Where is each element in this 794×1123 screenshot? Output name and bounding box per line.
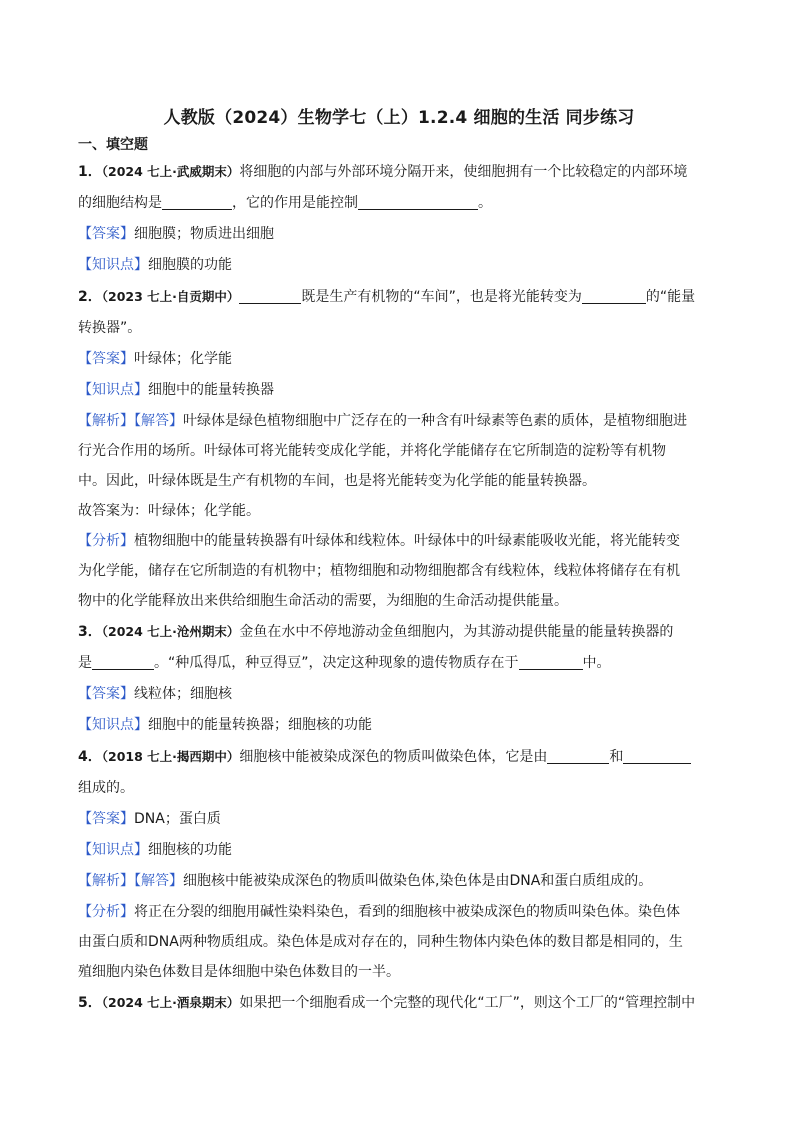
q3-blank-1[interactable]	[92, 654, 154, 670]
document-title: 人教版（2024）生物学七（上）1.2.4 细胞的生活 同步练习	[163, 108, 635, 128]
q3-blank-2[interactable]	[519, 654, 583, 670]
q4-fenxi-text-1: 将正在分裂的细胞用碱性染料染色，看到的细胞核中被染成深色的物质叫染色体。染色体	[134, 904, 680, 920]
q5-source: （2024 七上·酒泉期末）	[101, 995, 240, 1010]
q1-text-b1: 的细胞结构是	[78, 195, 162, 211]
q4-line-1	[78, 741, 720, 773]
fenxi-tag: 【分析】	[78, 533, 134, 549]
q3-text-b1: 是	[78, 655, 92, 671]
q4-fenxi-1	[78, 897, 720, 927]
fenxi-tag: 【分析】	[78, 904, 134, 920]
q1-number: 1．	[78, 164, 102, 180]
q4-blank-2[interactable]	[623, 748, 691, 764]
q4-knowledge	[78, 835, 720, 866]
analysis-tag: 【解析】	[78, 873, 134, 889]
knowledge-tag: 【知识点】	[78, 842, 148, 858]
q3-source: （2024 七上·沧州期末）	[101, 624, 240, 639]
knowledge-tag: 【知识点】	[78, 382, 148, 398]
q3-knowledge-text: 细胞中的能量转换器；细胞核的功能	[148, 717, 372, 733]
q2-knowledge-text: 细胞中的能量转换器	[148, 382, 274, 398]
q3-knowledge	[78, 710, 720, 741]
q2-analysis-1	[78, 406, 720, 436]
q4-line-2	[78, 773, 720, 804]
q1-text-b3: 。	[478, 195, 492, 211]
q2-knowledge	[78, 375, 720, 406]
q1-knowledge	[78, 250, 720, 281]
q5-number: 5．	[78, 995, 102, 1011]
q3-answer	[78, 679, 720, 710]
q4-fenxi-3: 殖细胞内染色体数目是体细胞中染色体数目的一半。	[78, 964, 400, 980]
q2-line-1	[78, 281, 720, 313]
q2-fenxi-2: 为化学能，储存在它所制造的有机物中；植物细胞和动物细胞都含有线粒体，线粒体将储存在有机	[78, 563, 680, 579]
q1-knowledge-text: 细胞膜的功能	[148, 257, 232, 273]
q2-text-a1: 既是生产有机物的“车间”，也是将光能转变为	[301, 289, 582, 305]
q1-blank-2[interactable]	[358, 194, 478, 210]
jieda-tag: 【解答】	[134, 413, 183, 429]
q4-answer	[78, 804, 720, 835]
q2-fenxi-text-1: 植物细胞中的能量转换器有叶绿体和线粒体。叶绿体中的叶绿素能吸收光能，将光能转变	[134, 533, 680, 549]
q1-line-2	[78, 188, 720, 219]
q3-text-b2: 。“种瓜得瓜，种豆得豆”，决定这种现象的遗传物质存在于	[154, 655, 519, 671]
q5-text-a: 如果把一个细胞看成一个完整的现代化“工厂”，则这个工厂的“管理控制中	[239, 995, 696, 1011]
answer-tag: 【答案】	[78, 351, 134, 367]
q4-answer-text: DNA；蛋白质	[134, 811, 221, 827]
q2-blank-2[interactable]	[582, 288, 646, 304]
q4-knowledge-text: 细胞核的功能	[148, 842, 232, 858]
q1-text-b2: ，它的作用是能控制	[232, 195, 358, 211]
jieda-tag: 【解答】	[134, 873, 183, 889]
q1-text-a: 将细胞的内部与外部环境分隔开来，使细胞拥有一个比较稳定的内部环境	[239, 164, 688, 180]
q4-blank-1[interactable]	[547, 748, 609, 764]
q2-answer-text: 叶绿体；化学能	[134, 351, 232, 367]
knowledge-tag: 【知识点】	[78, 257, 148, 273]
q4-number: 4．	[78, 749, 102, 765]
q2-text-a2: 的“能量	[645, 289, 696, 305]
answer-tag: 【答案】	[78, 686, 134, 702]
q3-number: 3．	[78, 624, 102, 640]
answer-tag: 【答案】	[78, 811, 134, 827]
section-heading-fill-blank: 一、填空题	[78, 137, 148, 153]
analysis-tag: 【解析】	[78, 413, 134, 429]
document-page	[78, 0, 720, 1019]
q4-source: （2018 七上·揭西期中）	[101, 749, 240, 764]
q2-answer	[78, 344, 720, 375]
q3-line-2	[78, 648, 720, 679]
q4-text-a2: 和	[609, 749, 624, 765]
q4-analysis-1	[78, 866, 720, 897]
q3-line-1	[78, 616, 720, 648]
q2-number: 2．	[78, 289, 102, 305]
q3-text-b3: 中。	[582, 655, 611, 671]
q1-line-1	[78, 156, 720, 188]
q1-answer-text: 细胞膜；物质进出细胞	[134, 226, 274, 242]
q2-analysis-4: 故答案为：叶绿体；化学能。	[78, 503, 260, 519]
q2-line-2	[78, 313, 720, 344]
q4-fenxi-2: 由蛋白质和DNA两种物质组成。染色体是成对存在的，同种生物体内染色体的数目都是相同的，生	[78, 934, 683, 950]
q3-answer-text: 线粒体；细胞核	[134, 686, 232, 702]
q4-text-a1: 细胞核中能被染成深色的物质叫做染色体，它是由	[239, 749, 548, 765]
q2-text-b: 转换器”。	[78, 320, 142, 336]
q2-analysis-text-1: 叶绿体是绿色植物细胞中广泛存在的一种含有叶绿素等色素的质体，是植物细胞进	[183, 413, 687, 429]
q2-fenxi-3: 物中的化学能释放出来供给细胞生命活动的需要，为细胞的生命活动提供能量。	[78, 593, 568, 609]
answer-tag: 【答案】	[78, 226, 134, 242]
q1-source: （2024 七上·武威期末）	[101, 164, 240, 179]
q3-text-a: 金鱼在水中不停地游动金鱼细胞内，为其游动提供能量的能量转换器的	[239, 624, 674, 640]
q4-analysis-text-1: 细胞核中能被染成深色的物质叫做染色体,染色体是由DNA和蛋白质组成的。	[183, 873, 653, 889]
q1-answer	[78, 219, 720, 250]
q2-analysis-2: 行光合作用的场所。叶绿体可将光能转变成化学能，并将化学能储存在它所制造的淀粉等有机物	[78, 443, 666, 459]
q2-source: （2023 七上·自贡期中）	[101, 289, 240, 304]
knowledge-tag: 【知识点】	[78, 717, 148, 733]
q2-analysis-3: 中。因此，叶绿体既是生产有机物的车间，也是将光能转变为化学能的能量转换器。	[78, 473, 596, 489]
q5-line-1	[78, 987, 720, 1019]
q1-blank-1[interactable]	[162, 194, 232, 210]
q2-blank-1[interactable]	[239, 288, 301, 304]
q2-fenxi-1	[78, 526, 720, 556]
q4-text-b: 组成的。	[78, 780, 134, 796]
